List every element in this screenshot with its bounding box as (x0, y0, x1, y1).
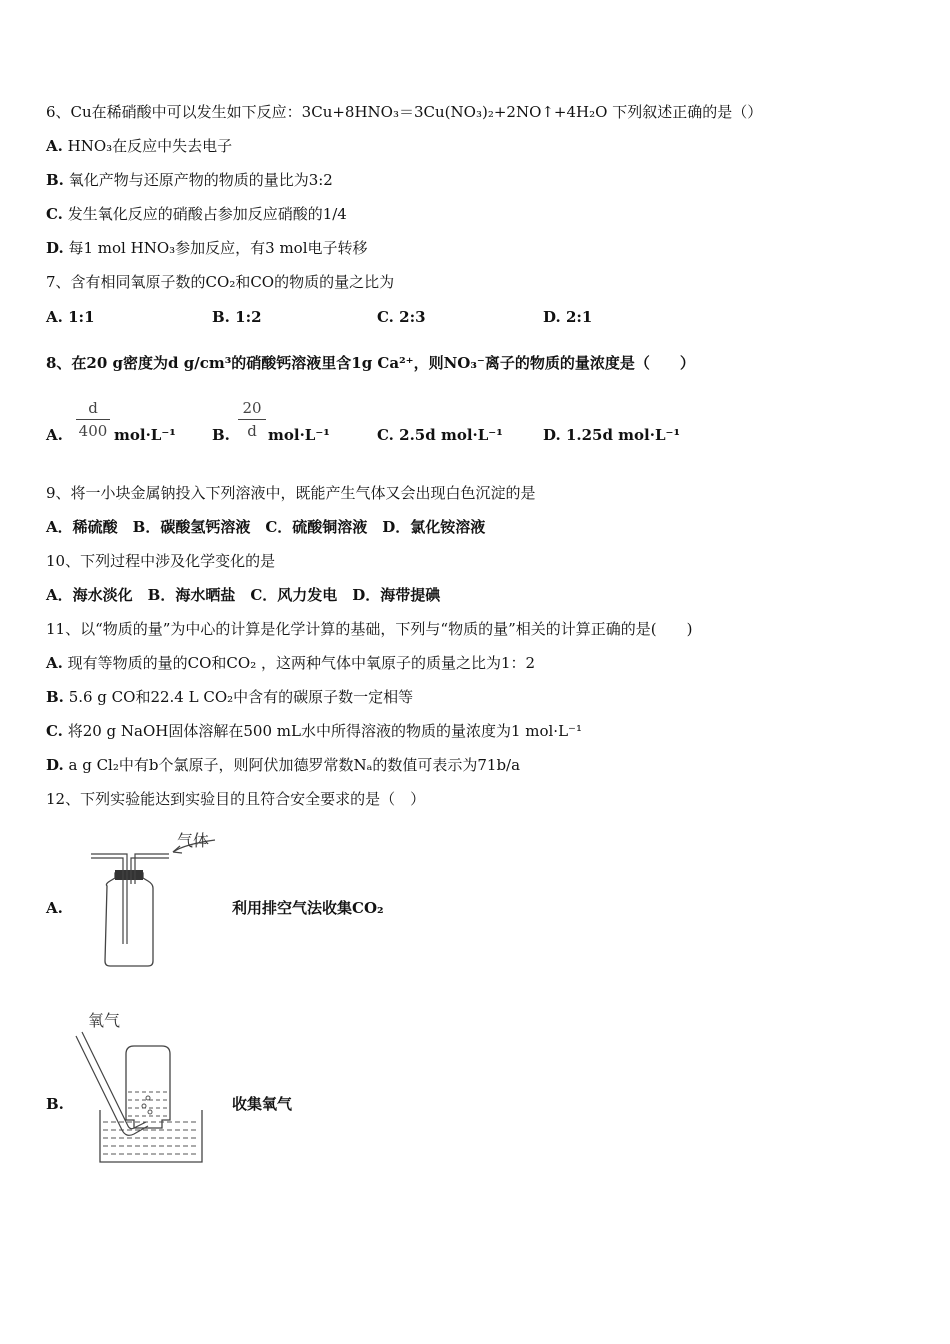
option-text: 每1 mol HNO₃参加反应，有3 mol电子转移 (68, 239, 368, 257)
option-label: D. (46, 239, 64, 257)
fraction-bar (76, 419, 110, 420)
option-label: A. (46, 654, 63, 672)
q6-option-d[interactable] (46, 238, 368, 258)
option-label: C. (377, 308, 394, 326)
q12-option-a-text: 利用排空气法收集CO₂ (232, 899, 384, 917)
q12-option-b-text: 收集氧气 (232, 1095, 293, 1113)
q8-option-b-label[interactable]: B. (212, 426, 230, 444)
q10-stem: 10、下列过程中涉及化学变化的是 (46, 552, 276, 570)
option-label: C. (46, 205, 63, 223)
q11-option-d[interactable] (46, 755, 520, 775)
q8-option-a-fraction (76, 399, 110, 440)
option-text: a g Cl₂中有b个氯原子，则阿伏加德罗常数Nₐ的数值可表示为71b/a (68, 756, 521, 774)
q8-option-c[interactable] (377, 425, 503, 445)
option-label: D. (543, 308, 561, 326)
q11-option-c[interactable] (46, 721, 582, 741)
q10-options[interactable]: A．海水淡化 B．海水晒盐 C．风力发电 D．海带提碘 (46, 586, 441, 604)
option-label: D. (543, 426, 561, 444)
option-text: 氧化产物与还原产物的物质的量比为3:2 (68, 171, 333, 189)
gas-label: 气体 (177, 831, 210, 850)
option-text: HNO₃在反应中失去电子 (67, 137, 233, 155)
option-label: C. (46, 722, 63, 740)
q7-option-d[interactable] (543, 307, 592, 327)
q11-option-a[interactable] (46, 653, 535, 673)
q12-stem: 12、下列实验能达到实验目的且符合安全要求的是（ ） (46, 790, 426, 808)
q11-option-b[interactable] (46, 687, 413, 707)
option-text: 将20 g NaOH固体溶解在500 mL水中所得溶液的物质的量浓度为1 mol·L⁻¹ (67, 722, 582, 740)
option-text: 发生氧化反应的硝酸占参加反应硝酸的1/4 (67, 205, 347, 223)
option-label: C. (377, 426, 394, 444)
option-text: 现有等物质的量的CO和CO₂ ，这两种气体中氧原子的质量之比为1：2 (67, 654, 536, 672)
q6-option-c[interactable] (46, 204, 347, 224)
fraction-denominator: 400 (78, 422, 108, 440)
q7-stem: 7、含有相同氧原子数的CO₂和CO的物质的量之比为 (46, 273, 395, 291)
q8-option-b-unit: mol·L⁻¹ (268, 426, 330, 444)
q12-option-a-label[interactable]: A. (46, 899, 63, 917)
option-text: 2:1 (565, 308, 593, 326)
q7-option-a[interactable] (46, 307, 95, 327)
option-label: A. (46, 137, 63, 155)
option-label: A. (46, 308, 63, 326)
fraction-denominator: d (247, 422, 257, 440)
q11-stem: 11、以“物质的量”为中心的计算是化学计算的基础，下列与“物质的量”相关的计算正确的是( ) (46, 620, 693, 638)
option-text: 2:3 (399, 308, 426, 326)
option-text: 1.25d mol·L⁻¹ (565, 426, 681, 444)
option-label: B. (46, 171, 64, 189)
q8-option-b-fraction (238, 399, 266, 440)
fraction-bar (238, 419, 266, 420)
fraction-numerator: 20 (242, 399, 262, 417)
oxygen-label: 氧气 (88, 1011, 121, 1030)
q8-stem: 8、在20 g密度为d g/cm³的硝酸钙溶液里含1g Ca²⁺，则NO₃⁻离子的物质的量浓度是（ ） (46, 354, 695, 372)
q12-option-b-label[interactable]: B. (46, 1095, 64, 1113)
q6-stem: 6、Cu在稀硝酸中可以发生如下反应：3Cu+8HNO₃＝3Cu(NO₃)₂+2NO↑+4H₂O 下列叙述正确的是（） (46, 103, 763, 121)
q7-option-c[interactable] (377, 307, 426, 327)
option-label: B. (212, 308, 230, 326)
q8-option-d[interactable] (543, 425, 680, 445)
water-trough-diagram (70, 1010, 230, 1170)
q8-option-a-label[interactable]: A. (46, 426, 63, 444)
gas-bottle-diagram (85, 826, 225, 971)
option-text: 5.6 g CO和22.4 L CO₂中含有的碳原子数一定相等 (68, 688, 414, 706)
q7-option-b[interactable] (212, 307, 262, 327)
q9-stem: 9、将一小块金属钠投入下列溶液中，既能产生气体又会出现白色沉淀的是 (46, 484, 536, 502)
q6-option-b[interactable] (46, 170, 333, 190)
q6-option-a[interactable] (46, 136, 232, 156)
option-text: 1:2 (235, 308, 262, 326)
q9-options[interactable]: A．稀硫酸 B．碳酸氢钙溶液 C．硫酸铜溶液 D．氯化铵溶液 (46, 518, 486, 536)
option-text: 2.5d mol·L⁻¹ (399, 426, 503, 444)
option-label: B. (46, 688, 64, 706)
option-text: 1:1 (68, 308, 95, 326)
fraction-numerator: d (88, 399, 98, 417)
option-label: D. (46, 756, 64, 774)
q8-option-a-unit: mol·L⁻¹ (114, 426, 176, 444)
